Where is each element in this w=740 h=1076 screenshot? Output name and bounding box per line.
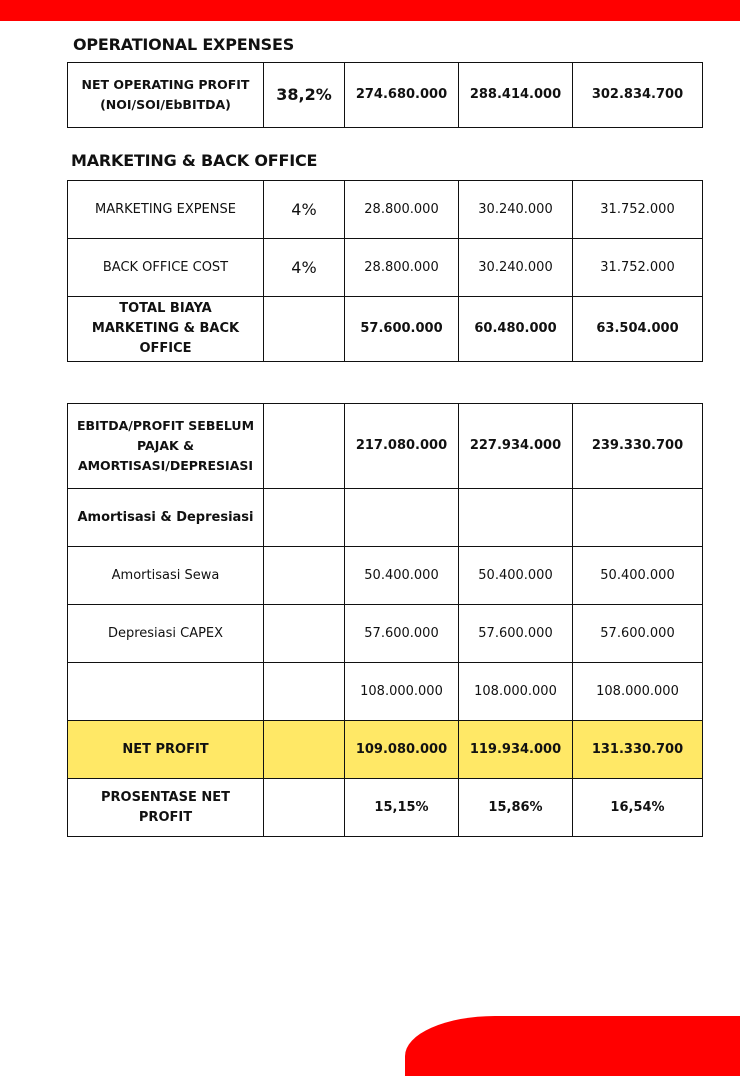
table-row <box>68 181 703 239</box>
row-value-1: 28.800.000 <box>345 181 459 239</box>
row-value-2: 60.480.000 <box>459 297 573 362</box>
row-value-1 <box>345 489 459 547</box>
table-net-profit <box>67 403 703 837</box>
row-value-2: 15,86% <box>459 779 573 837</box>
row-value-3: 302.834.700 <box>573 63 703 128</box>
row-percent: 4% <box>264 239 345 297</box>
row-percent <box>264 721 345 779</box>
row-percent <box>264 489 345 547</box>
row-value-1: 50.400.000 <box>345 547 459 605</box>
table-row <box>68 779 703 837</box>
row-value-2: 227.934.000 <box>459 404 573 489</box>
table-row <box>68 489 703 547</box>
row-label: EBITDA/PROFIT SEBELUM PAJAK & AMORTISASI/DEPRESIASI <box>68 404 264 489</box>
row-label: Amortisasi & Depresiasi <box>68 489 264 547</box>
row-percent <box>264 779 345 837</box>
row-value-3: 31.752.000 <box>573 181 703 239</box>
row-value-2: 119.934.000 <box>459 721 573 779</box>
row-value-1: 15,15% <box>345 779 459 837</box>
row-percent <box>264 605 345 663</box>
row-label: TOTAL BIAYA MARKETING & BACK OFFICE <box>68 297 264 362</box>
row-label: NET PROFIT <box>68 721 264 779</box>
top-accent-bar <box>0 0 740 21</box>
row-value-2: 30.240.000 <box>459 239 573 297</box>
table-row <box>68 404 703 489</box>
row-value-3: 50.400.000 <box>573 547 703 605</box>
row-value-2 <box>459 489 573 547</box>
row-value-2: 50.400.000 <box>459 547 573 605</box>
bottom-accent-shape <box>405 1016 740 1076</box>
row-percent: 38,2% <box>264 63 345 128</box>
row-value-1: 57.600.000 <box>345 297 459 362</box>
row-percent <box>264 547 345 605</box>
row-value-2: 57.600.000 <box>459 605 573 663</box>
table-row <box>68 297 703 362</box>
row-value-3: 108.000.000 <box>573 663 703 721</box>
row-value-3: 131.330.700 <box>573 721 703 779</box>
row-value-3: 63.504.000 <box>573 297 703 362</box>
row-label: NET OPERATING PROFIT (NOI/SOI/EbBITDA) <box>68 63 264 128</box>
table-row <box>68 239 703 297</box>
row-value-1: 108.000.000 <box>345 663 459 721</box>
row-value-2: 288.414.000 <box>459 63 573 128</box>
row-label: MARKETING EXPENSE <box>68 181 264 239</box>
table-row <box>68 547 703 605</box>
row-label: Depresiasi CAPEX <box>68 605 264 663</box>
row-value-3: 57.600.000 <box>573 605 703 663</box>
row-value-3: 239.330.700 <box>573 404 703 489</box>
row-percent <box>264 404 345 489</box>
table-row <box>68 605 703 663</box>
row-label: Amortisasi Sewa <box>68 547 264 605</box>
row-value-1: 217.080.000 <box>345 404 459 489</box>
row-value-3: 16,54% <box>573 779 703 837</box>
table-marketing-back-office <box>67 180 703 362</box>
row-value-2: 30.240.000 <box>459 181 573 239</box>
row-value-1: 109.080.000 <box>345 721 459 779</box>
row-label <box>68 663 264 721</box>
row-label: BACK OFFICE COST <box>68 239 264 297</box>
table-row <box>68 663 703 721</box>
row-value-1: 28.800.000 <box>345 239 459 297</box>
row-label: PROSENTASE NET PROFIT <box>68 779 264 837</box>
row-value-3 <box>573 489 703 547</box>
row-percent <box>264 297 345 362</box>
row-value-1: 57.600.000 <box>345 605 459 663</box>
section-title-marketing-back-office: MARKETING & BACK OFFICE <box>71 151 318 170</box>
row-value-1: 274.680.000 <box>345 63 459 128</box>
row-percent <box>264 663 345 721</box>
table-operational-expenses <box>67 62 703 128</box>
section-title-operational-expenses: OPERATIONAL EXPENSES <box>73 35 295 54</box>
table-row-net-profit <box>68 721 703 779</box>
row-value-2: 108.000.000 <box>459 663 573 721</box>
row-percent: 4% <box>264 181 345 239</box>
table-row <box>68 63 703 128</box>
row-value-3: 31.752.000 <box>573 239 703 297</box>
